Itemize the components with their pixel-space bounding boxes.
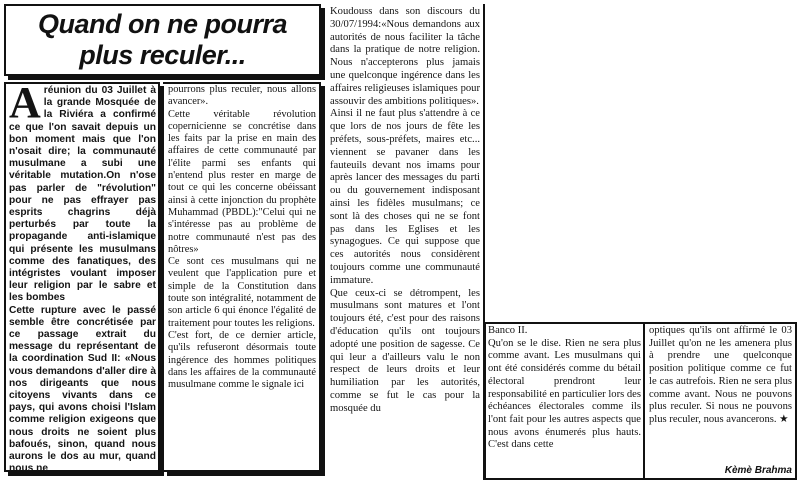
author-signature: Kèmè Brahma bbox=[724, 465, 792, 476]
column-4 bbox=[488, 325, 641, 478]
paragraph: Cette rupture avec le passé semble être concrétisée par ce passage extrait du message du représentant de la coordination Sud II: «Nous vous demandons d'aller dire à nos dirigeants que nous citoyens vivants dans ce pays, qui avons choisi l'Islam comme religion exigeons que nous droits ne soient plus bafoués, sinon, quand nous aurons le dos au mur, quand nous ne bbox=[9, 304, 156, 475]
intro-paragraph bbox=[9, 78, 156, 305]
paragraph: Banco II. bbox=[488, 325, 528, 336]
paragraph: C'est fort, de ce dernier article, qu'ils refuseront désormais toute ingérence des hommes politiques dans les affaires de la communauté musulmane comme le signale ici bbox=[168, 329, 316, 391]
column-3 bbox=[330, 6, 480, 480]
column-1 bbox=[9, 78, 156, 475]
headline bbox=[4, 4, 321, 76]
column-2 bbox=[168, 84, 316, 468]
paragraph: Cette véritable révolution copernicienne se concrétise dans les faits par la prise en main des affaires de cette communauté par l'élite parmi ses enfants qui n'entend plus rester en marge de tout ce qui les concerne obéissant ainsi à cette injonction du prophète Muhammad (PBDL):"Celui qui ne s'intéresse pas au problème de notre communauté n'est pas des nôtres» bbox=[168, 108, 316, 255]
paragraph: Koudouss dans son discours du 30/07/1994:«Nous demandons aux autorités de nous faciliter la tâche dans la pratique de notre religion. Nous n'accepterons plus jamais une quelconque ingérence dans les affaires religieuses islamiques pour assouvir des ambitions politiques». bbox=[330, 6, 480, 107]
paragraph: Ainsi il ne faut plus s'attendre à ce que lors de nos jours de fête les préfets, sous-préfets, maires etc... viennent se pavaner dans les fauteuils devant nos imams pour après lancer des messages du parti ou du gouvernement indisposant ainsi les fidèles musulmans; ce sont là des choses qui ne se font pas dans les Eglises et les synagogues. Ce qui suppose que ces autorités nous considèrent toujours comme une communauté immature. bbox=[330, 108, 480, 286]
paragraph: Que ceux-ci se détrompent, les musulmans sont matures et l'ont toujours été, c'est pour des raisons d'éducation qu'ils ont toujours adopté une position de sagesse. Ce qui leur a d'ailleurs valu le non respect de leurs droits et leur humiliation par les autorités, comme se fut le cas pour la mosquée du bbox=[330, 287, 480, 414]
headline-line-2: plus reculer... bbox=[79, 40, 246, 70]
paragraph: pourrons plus reculer, nous allons avancer». bbox=[168, 84, 316, 108]
intro-text: réunion du 03 Juillet à la grande Mosquée de la Riviéra a confirmé ce que l'on savait depuis un bon moment mais que l'on n'osait dire; la communauté musulmane a subi une véritable mutation.On n'ose pas parler de "révolution" pour ne pas effrayer pas esprits chagrins déjà perturbés par toute la propagande anti-islamique qui présente les musulmans comme des fanatiques, des intégristes voulant imposer leur religion par le sabre et les bombes bbox=[9, 85, 156, 304]
headline-line-1: Quand on ne pourra bbox=[37, 9, 287, 39]
paragraph: optiques qu'ils ont affirmé le 03 Juillet qu'on ne les amenera plus à prendre une quelconque position politique comme ce fut le cas autrefois. Rien ne sera plus comme avant. Nous ne pouvons plus reculer. Si nous ne pouvons plus reculer, nous avancerons. ★ bbox=[649, 325, 792, 425]
paragraph: Qu'on se le dise. Rien ne sera plus comme avant. Les musulmans qui ont été considérés comme du bétail électoral prendront leur responsabilité en particulier lors des échéances électorales comme ils l'ont fait pour les autres aspects que nous avons énumerés plus hauts. C'est dans cette bbox=[488, 337, 641, 451]
drop-cap: A bbox=[9, 78, 41, 127]
paragraph: Ce sont ces musulmans qui ne veulent que l'application pure et simple de la Constitution dans toute son intégralité, notamment de son article 6 qui énonce l'égalité de traitement pour toutes les religions. bbox=[168, 256, 316, 329]
column-5 bbox=[649, 325, 792, 465]
